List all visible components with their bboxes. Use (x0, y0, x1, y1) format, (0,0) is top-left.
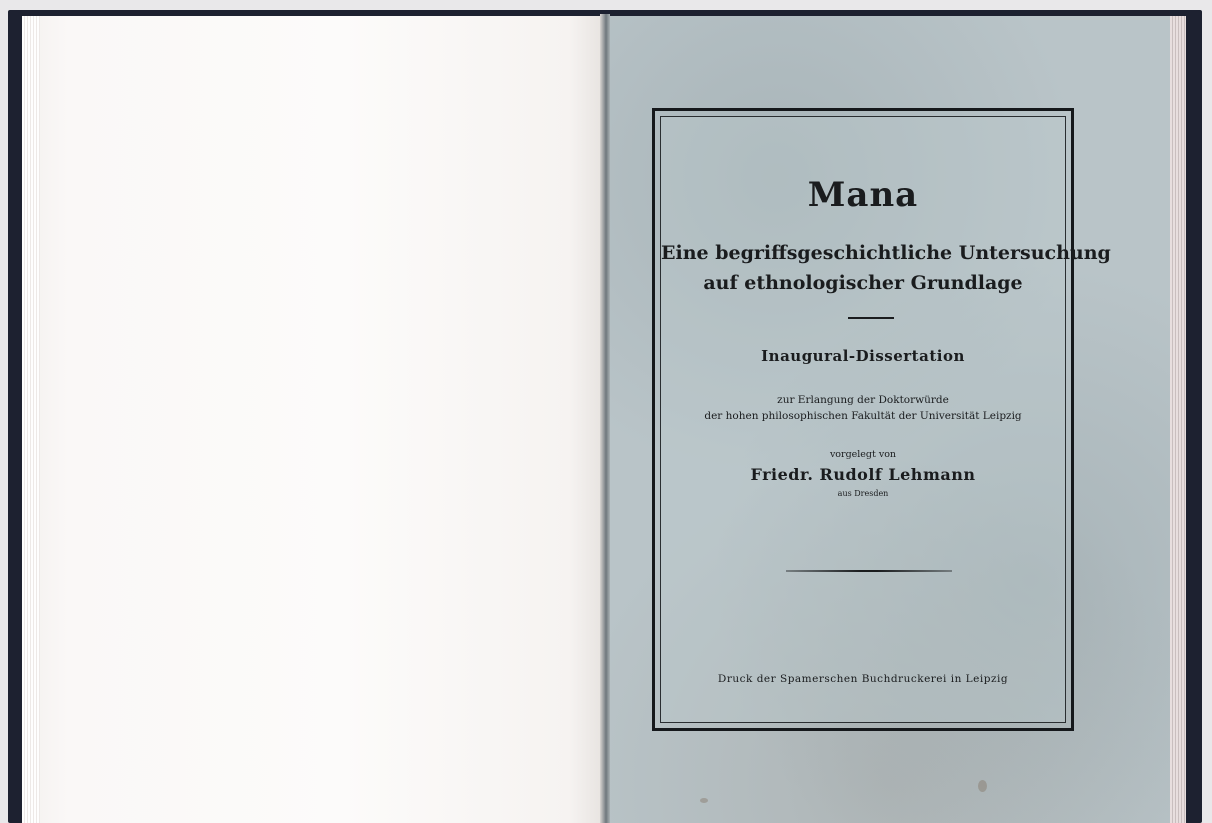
title-frame-inner (660, 116, 1111, 723)
subtitle-line-1: Eine begriffsgeschichtliche Untersuchung (661, 242, 1111, 264)
ornament-rule-long (786, 570, 952, 572)
book-title: Mana (807, 175, 919, 215)
paper-stain (978, 780, 987, 792)
dissertation-label: Inaugural-Dissertation (761, 347, 965, 365)
degree-purpose (661, 392, 1065, 424)
book-gutter (600, 14, 610, 823)
page-edges-right (1170, 16, 1186, 823)
author-name: Friedr. Rudolf Lehmann (750, 465, 976, 484)
purpose-line-2: der hohen philosophischen Fakultät der Universität Leipzig (704, 410, 1022, 422)
page-edges-left (22, 16, 40, 823)
purpose-line-1: zur Erlangung der Doktorwürde (777, 394, 949, 406)
printer-imprint: Druck der Spamerschen Buchdruckerei in Leipzig (717, 673, 1009, 685)
author-origin: aus Dresden (837, 489, 889, 498)
book-subtitle (661, 238, 1111, 298)
blank-endpaper-page (22, 16, 604, 823)
title-frame (652, 108, 1111, 731)
presented-by: vorgelegt von (829, 449, 897, 460)
subtitle-line-2: auf ethnologischer Grundlage (703, 272, 1023, 294)
paper-stain (700, 798, 708, 803)
ornament-rule-small (848, 317, 894, 319)
